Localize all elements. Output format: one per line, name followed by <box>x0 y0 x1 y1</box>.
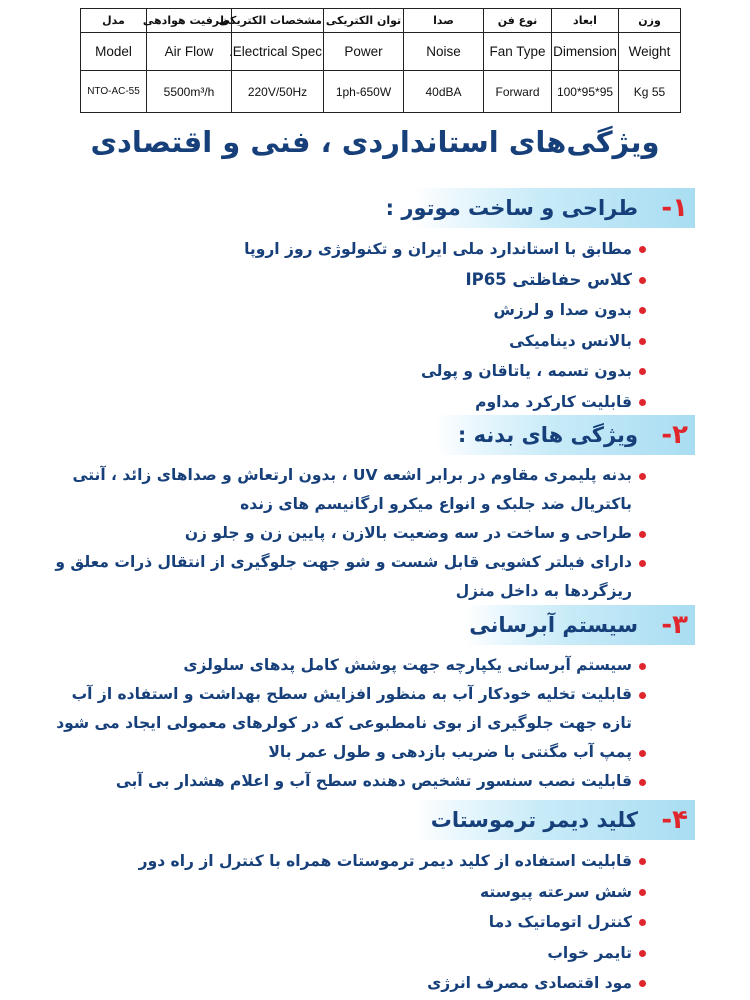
spec-header-fa: توان الکتریکی <box>324 9 404 33</box>
list-item: کنترل اتوماتیک دما <box>30 907 632 938</box>
section-title: کلید دیمر ترموستات <box>430 808 638 832</box>
main-title: ویژگی‌های استانداردی ، فنی و اقتصادی <box>90 125 660 159</box>
spec-value-air-flow: 5500m³/h <box>147 71 232 113</box>
spec-value-model: NTO-AC-55 <box>81 71 147 113</box>
section-list <box>0 651 750 796</box>
bullet-icon <box>639 889 646 896</box>
bullet-icon <box>639 980 646 987</box>
section-header <box>0 415 750 455</box>
bullet-icon <box>639 950 646 957</box>
list-item: بدنه پلیمری مقاوم در برابر اشعه UV ، بدون ارتعاش و صداهای زائد ، آنتی باکتریال ضد جلبک و انواع میکرو ارگانیسم های زنده <box>45 461 632 519</box>
spec-header-fa: صدا <box>404 9 484 33</box>
spec-header-fa: ظرفیت هوادهی <box>147 9 232 33</box>
spec-value-weight: 55 Kg <box>619 71 681 113</box>
list-item: قابلیت تخلیه خودکار آب به منظور افزایش سطح بهداشت و استفاده از آب تازه جهت جلوگیری از بوی نامطبوعی که در کولرهای معمولی ایجاد می شود <box>40 680 632 738</box>
spec-header-en: Power <box>324 33 404 71</box>
spec-value-dimension: 95*95*100 <box>552 71 619 113</box>
list-item: دارای فیلتر کشویی قابل شست و شو جهت جلوگیری از انتقال ذرات معلق و ریزگردها به داخل منزل <box>45 548 632 606</box>
bullet-icon <box>639 307 646 314</box>
section-header <box>0 800 750 840</box>
bullet-icon <box>639 338 646 345</box>
bullet-icon <box>639 399 646 406</box>
section-thermostat <box>0 800 750 999</box>
spec-value-noise: 40dBA <box>404 71 484 113</box>
section-title: طراحی و ساخت موتور : <box>385 196 638 220</box>
list-item: مطابق با استاندارد ملی ایران و تکنولوژی روز اروپا <box>30 234 632 265</box>
bullet-icon <box>639 663 646 670</box>
bullet-icon <box>639 779 646 786</box>
list-item: قابلیت کارکرد مداوم <box>30 387 632 418</box>
section-number: ۲- <box>661 420 688 450</box>
section-list <box>0 846 750 999</box>
bullet-icon <box>639 368 646 375</box>
list-item: شش سرعته پیوسته <box>30 877 632 908</box>
section-list <box>0 234 750 417</box>
section-list <box>0 461 750 606</box>
section-number: ۱- <box>661 193 688 223</box>
list-item: قابلیت نصب سنسور تشخیص دهنده سطح آب و اعلام هشدار بی آبی <box>40 767 632 796</box>
bullet-icon <box>639 531 646 538</box>
list-item: مود اقتصادی مصرف انرژی <box>30 968 632 999</box>
section-water-system <box>0 605 750 796</box>
spec-header-en: Noise <box>404 33 484 71</box>
section-body <box>0 415 750 606</box>
list-item: بالانس دینامیکی <box>30 326 632 357</box>
list-item: کلاس حفاظتی IP65 <box>30 265 632 296</box>
spec-value-fan-type: Forward <box>484 71 552 113</box>
bullet-icon <box>639 473 646 480</box>
spec-header-en: Electrical Spec. <box>232 33 324 71</box>
spec-header-fa-row <box>81 9 681 33</box>
section-title: سیستم آبرسانی <box>469 613 638 637</box>
spec-value-row <box>81 71 681 113</box>
section-header <box>0 188 750 228</box>
list-item: سیستم آبرسانی یکپارچه جهت پوشش کامل پدهای سلولزی <box>40 651 632 680</box>
section-motor <box>0 188 750 417</box>
spec-header-en: Model <box>81 33 147 71</box>
spec-header-en: Air Flow <box>147 33 232 71</box>
bullet-icon <box>639 560 646 567</box>
spec-table <box>80 8 681 113</box>
list-item: پمپ آب مگنتی با ضریب بازدهی و طول عمر بالا <box>40 738 632 767</box>
spec-header-en-row <box>81 33 681 71</box>
bullet-icon <box>639 919 646 926</box>
section-number: ۳- <box>661 610 688 640</box>
spec-value-power: 1ph-650W <box>324 71 404 113</box>
list-item: بدون تسمه ، یاتاقان و پولی <box>30 356 632 387</box>
section-title: ویژگی های بدنه : <box>457 423 638 447</box>
spec-header-fa: نوع فن <box>484 9 552 33</box>
spec-value-electrical-spec: 220V/50Hz <box>232 71 324 113</box>
spec-header-fa: ابعاد <box>552 9 619 33</box>
bullet-icon <box>639 246 646 253</box>
bullet-icon <box>639 858 646 865</box>
spec-header-en: Weight <box>619 33 681 71</box>
section-header <box>0 605 750 645</box>
list-item: طراحی و ساخت در سه وضعیت بالازن ، پایین زن و جلو زن <box>45 519 632 548</box>
spec-header-en: Fan Type <box>484 33 552 71</box>
spec-header-fa: مدل <box>81 9 147 33</box>
bullet-icon <box>639 277 646 284</box>
list-item: تایمر خواب <box>30 938 632 969</box>
spec-header-fa: وزن <box>619 9 681 33</box>
list-item: قابلیت استفاده از کلید دیمر ترموستات همراه با کنترل از راه دور <box>30 846 632 877</box>
bullet-icon <box>639 750 646 757</box>
section-number: ۴- <box>661 805 688 835</box>
bullet-icon <box>639 692 646 699</box>
spec-header-fa: مشخصات الکتریکی <box>232 9 324 33</box>
list-item: بدون صدا و لرزش <box>30 295 632 326</box>
spec-header-en: Dimension <box>552 33 619 71</box>
